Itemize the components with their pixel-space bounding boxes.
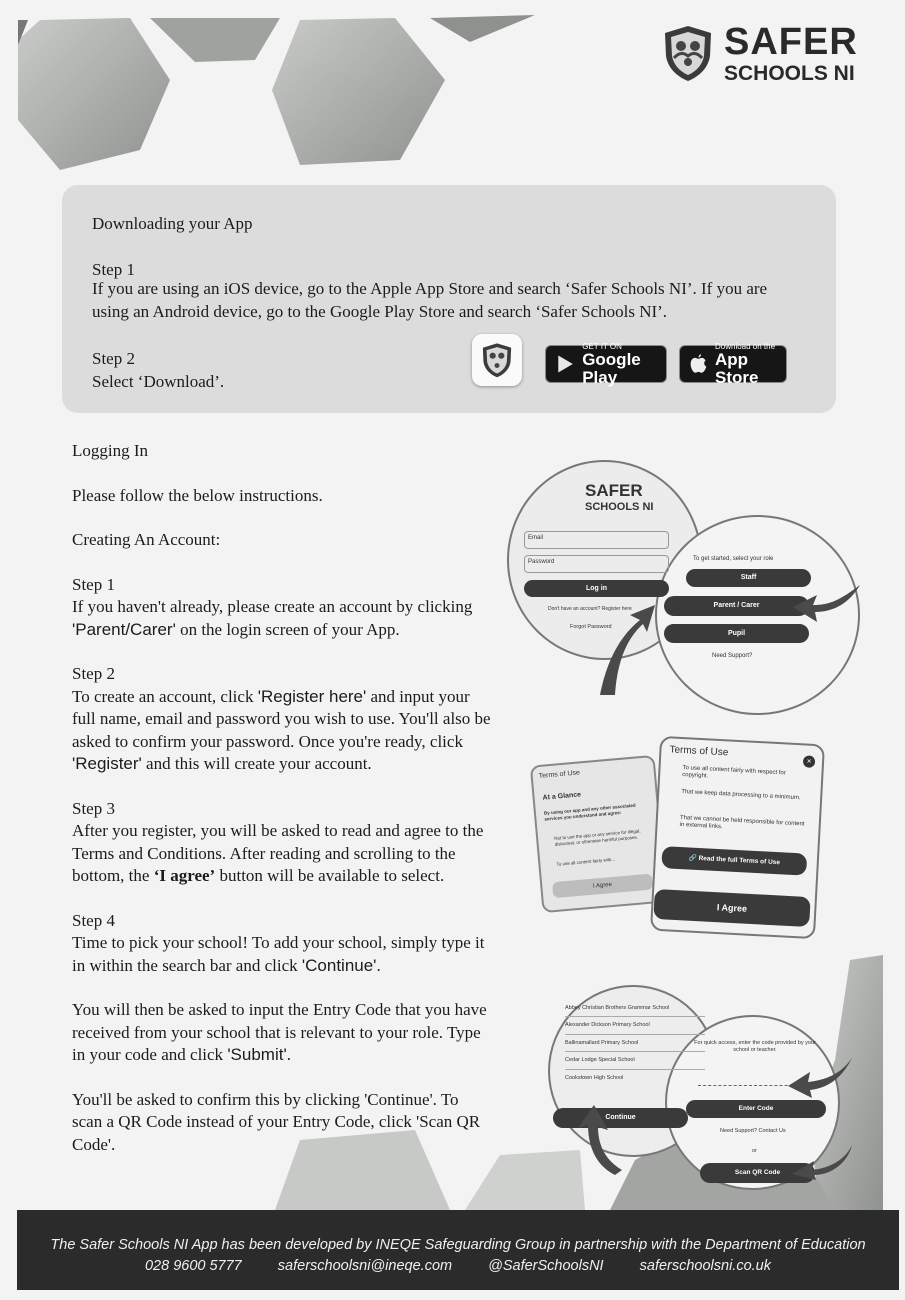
step1-title: Step 1 [72,574,115,594]
step3-text: After you register, you will be asked to read and agree to the Terms and Conditions. After reading and scrolling to the bottom, the ‘I agree’ button will be available to select. [72,821,484,885]
shield-family-icon [481,342,513,378]
read-terms-label: Read the full Terms of Use [698,854,781,867]
school-list-item[interactable]: Alexander Dickson Primary School [565,1017,705,1034]
school-list-item[interactable]: Cookstown High School [565,1074,624,1081]
enter-code-button[interactable]: Enter Code [686,1100,826,1118]
terms-front-title: Terms of Use [669,744,729,759]
close-icon[interactable]: × [803,755,816,768]
role-prompt: To get started, select your role [693,556,774,562]
footer-email[interactable]: saferschoolsni@ineqe.com [277,1258,453,1274]
terms-back-text: By using our app and any other associated services you understand and agree: [543,802,636,822]
hexagon-shape [430,15,535,42]
step2-text: To create an account, click 'Register here' and input your full name, email and password you wish to use. You'll also be asked to confirm your password. Once you're ready, click 'Register' and this will create your account. [72,686,491,773]
confirm-text: You'll be asked to confirm this by clicking 'Continue'. To scan a QR Code instead of your Entry Code, click 'Scan QR Code'. [72,1089,481,1154]
login-button[interactable]: Log in [524,580,669,597]
need-support-contact-link[interactable]: Need Support? Contact Us [720,1128,786,1134]
step1-text: If you haven't already, please create an account by clicking 'Parent/Carer' on the login screen of your App. [72,597,473,639]
logo-line2: SCHOOLS NI [724,61,855,85]
hexagon-shape [272,18,445,165]
download-step2-title: Step 2 [92,349,135,368]
apple-icon [688,351,709,377]
terms-front-bullet2: That we cannot be held responsible for content in external links. [679,814,805,831]
terms-back-title: Terms of Use [538,769,581,780]
google-play-small: GET IT ON [582,341,622,351]
safer-schools-logo [662,22,862,84]
role-parent-button[interactable]: Parent / Carer [664,596,809,616]
shield-family-icon [662,24,714,82]
login-intro: Please follow the below instructions. [72,485,323,505]
app-icon[interactable] [472,334,522,386]
school-list-item[interactable]: Cedar Lodge Special School [565,1052,705,1069]
hexagon-shape [18,18,170,170]
terms-back-heading: At a Glance [542,791,582,802]
login-instructions [72,440,492,1156]
footer-website[interactable]: saferschoolsni.co.uk [639,1258,771,1274]
register-prompt[interactable]: Don't have an account? Register here [548,606,632,612]
scan-qr-button[interactable]: Scan QR Code [700,1163,815,1183]
arrow-icon [560,1050,860,1180]
step3-title: Step 3 [72,798,115,818]
terms-back-bullet: Not to use the app or any service for illegal, dishonest, or otherwise harmful purposes. [553,828,641,847]
play-triangle-icon [554,351,576,377]
step2-title: Step 2 [72,664,115,683]
app-store-badge[interactable] [679,341,787,387]
download-heading: Downloading your App [92,214,253,233]
google-play-big: Google Play [582,349,641,387]
terms-front-bullet1: That we keep data processing to a minimum. [681,789,801,802]
app-store-small: Download on the [714,341,776,351]
footer [17,1210,899,1290]
arrow-icon [595,560,865,700]
app-store-big: App Store [714,349,759,387]
mock-logo: SAFER SCHOOLS NI [585,481,654,513]
footer-contacts [17,1258,899,1274]
read-terms-button[interactable] [661,846,807,876]
role-staff-button[interactable]: Staff [686,569,811,587]
school-list-item[interactable]: Abbey Christian Brothers Grammar School [565,1000,705,1017]
entry-code-text: You will then be asked to input the Entry Code that you have received from your school that is relevant to your role. Type in your code and click 'Submit'. [72,1000,487,1064]
download-step1-text: If you are using an iOS device, go to the Apple App Store and search ‘Safer Schools NI’. If you are using an Android device, go to the Google Play Store and search ‘Safer Schools NI’. [92,279,768,321]
code-prompt: For quick access, enter the code provided by your school or teacher. [694,1040,816,1053]
step4-text: Time to pick your school! To add your school, simply type it in within the search bar and click 'Continue'. [72,933,485,975]
terms-back-cutoff: To use all content fairly with... [556,856,616,867]
email-field[interactable]: Email [524,531,669,549]
download-step1-title: Step 1 [92,260,135,279]
google-play-badge[interactable] [545,341,667,387]
password-field[interactable]: Password [524,555,669,573]
terms-front-cutoff: To use all content fairly with respect for copyright. [682,765,786,780]
hexagon-shape [150,18,280,62]
step4-title: Step 4 [72,910,115,930]
link-icon: 🔗 [688,854,697,862]
continue-button[interactable]: Continue [553,1108,688,1128]
footer-credit: The Safer Schools NI App has been developed by INEQE Safeguarding Group in partnership with the Department of Education [50,1237,866,1253]
login-subheading: Creating An Account: [72,530,221,549]
terms-back-agree-button[interactable]: I Agree [552,874,653,899]
login-heading: Logging In [72,441,149,460]
need-support-link[interactable]: Need Support? [712,653,753,659]
download-step2-text: Select ‘Download’. [92,372,225,391]
role-pupil-button[interactable]: Pupil [664,624,809,643]
footer-phone[interactable]: 028 9600 5777 [144,1258,242,1274]
or-label: or [752,1148,757,1154]
terms-agree-button[interactable]: I Agree [653,889,810,927]
logo-line1: SAFER [724,20,858,63]
forgot-password-link[interactable]: Forgot Password [570,624,612,630]
terms-back-card [530,755,667,913]
school-list-item[interactable]: Ballinamallard Primary School [565,1035,705,1052]
footer-handle[interactable]: @SaferSchoolsNI [488,1258,604,1274]
